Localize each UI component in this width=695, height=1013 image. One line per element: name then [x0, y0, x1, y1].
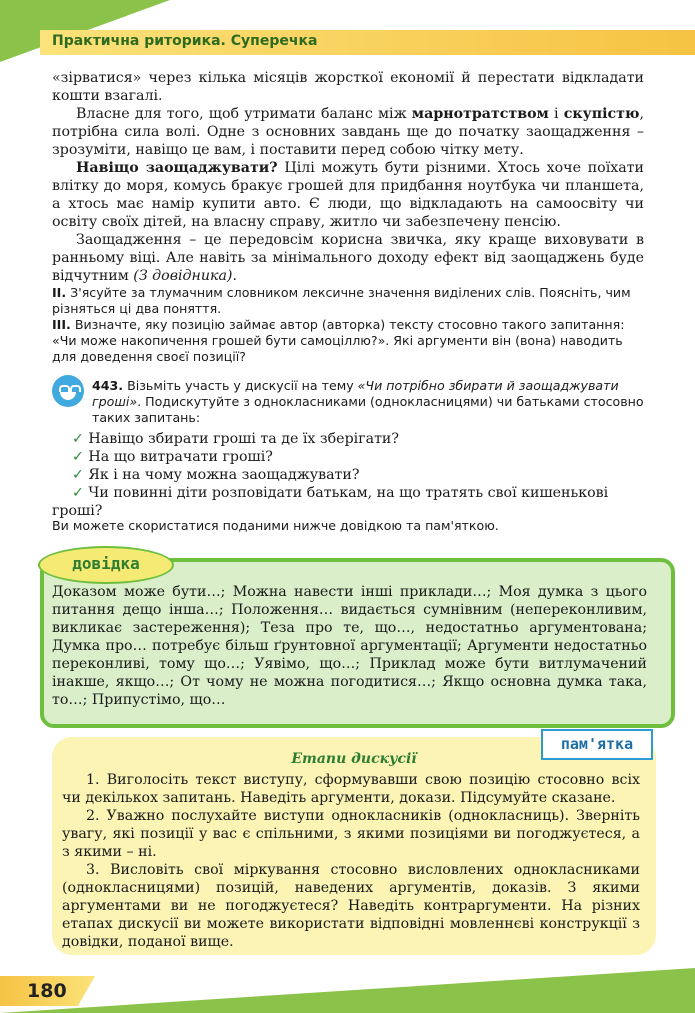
resources-note: Ви можете скористатися поданими нижче довідкою та пам'яткою.	[52, 518, 499, 533]
page-header-title: Практична риторика. Суперечка	[52, 33, 318, 49]
list-item: ✓ На що витрачати гроші?	[72, 449, 273, 465]
source-note: (З довідника)	[133, 268, 233, 284]
footer-decoration	[0, 968, 695, 1013]
reference-text: Доказом може бути…; Можна навести інші приклади…; Моя думка з цього питання дещо інша…; Положення… видається сумнівним (непереконливим, викликає застереження); Теза про те, що…, недостатньо аргументована; Думка про… потребує більш ґрунтовної аргументації; Аргументи недостатньо переконливі, тому що…; Уявімо, що…; Приклад може бути витлумачений інакше, якщо…; От чому не можна погодитися…; Якщо основна думка така, то…; Припустімо, що…	[52, 584, 647, 708]
check-icon: ✓	[72, 467, 84, 483]
list-item: ✓ Навіщо збирати гроші та де їх зберігати?	[72, 431, 399, 447]
check-icon: ✓	[72, 485, 84, 501]
main-text	[52, 69, 644, 285]
list-item: ✓ Чи повинні діти розповідати батькам, на що тратять свої кишенькові гроші?	[52, 485, 609, 519]
memo-label: пам'ятка	[541, 729, 653, 760]
paragraph-1: «зірватися» через кілька місяців жорсткої економії й перестати відкладати кошти взагалі.	[52, 70, 644, 104]
task-3: III. Визначте, яку позицію займає автор (авторка) тексту стосовно такого запитання: «Чи може накопичення грошей бути самоціллю?». Які аргументи він (вона) наводить для доведення своєї позиції?	[52, 317, 625, 364]
check-icon: ✓	[72, 449, 84, 465]
task-2: II. З'ясуйте за тлумачним словником лексичне значення виділених слів. Поясніть, чим різняться ці два поняття.	[52, 285, 631, 316]
paragraph-4: Заощадження – це передовсім корисна звичка, яку краще виховувати в ранньому віці. Але навіть за мінімального доходу ефект від заощаджень буде відчутним (З довідника).	[52, 232, 644, 284]
memo-step: 3. Висловіть свої міркування стосовно висловлених однокласниками (однокласницями) позицій, наведених аргументів, доказів. З якими аргументами ви не погоджуєтеся? Наведіть контраргументи. На різних етапах дискусії ви можете використати відповідні мовленнєві конструкції з довідки, поданої вище.	[62, 862, 640, 950]
list-item: ✓ Як і на чому можна заощаджувати?	[72, 467, 360, 483]
highlight-word-1: марнотратством	[411, 106, 549, 122]
page-number: 180	[27, 980, 67, 1002]
memo-step: 1. Виголосіть текст виступу, сформувавши свою позицію стосовно всіх чи декількох запитань. Наведіть аргументи, докази. Підсумуйте сказане.	[62, 772, 640, 806]
exercise-443: 443. Візьміть участь у дискусії на тему «Чи потрібно збирати й заощаджувати гроші». Подискутуйте з однокласниками (однокласницями) чи батьками стосовно таких запитань:	[92, 378, 644, 425]
memo-step: 2. Уважно послухайте виступи однокласників (однокласниць). Зверніть увагу, які позиції у вас є спільними, з якими позиціями ви погоджуєтеся, а з якими – ні.	[62, 808, 640, 860]
reference-label: довідка	[38, 546, 174, 584]
question-list	[52, 430, 644, 520]
discussion-smiley-icon	[52, 375, 84, 407]
discussion-topic: «Чи потрібно збирати й заощаджувати гроші»	[92, 378, 619, 409]
check-icon: ✓	[72, 431, 84, 447]
exercise-number: 443.	[92, 378, 124, 393]
memo-title: Етапи дискусії	[291, 751, 417, 767]
paragraph-2: Власне для того, щоб утримати баланс між марнотратством і скупістю, потрібна сила волі. Одне з основних завдань ще до початку заощадження – зрозуміти, навіщо це вам, і поставити перед собою чітку мету.	[52, 106, 644, 158]
highlight-word-2: скупістю	[563, 106, 640, 122]
memo-steps	[62, 771, 640, 951]
paragraph-3: Навіщо заощаджувати? Цілі можуть бути різними. Хтось хоче поїхати влітку до моря, комусь бракує грошей для придбання ноутбука чи планшета, а хтось має намір купити авто. Є люди, що відкладають на самоосвіту чи освіту своїх дітей, на власну справу, житло чи забезпечену пенсію.	[52, 160, 644, 230]
